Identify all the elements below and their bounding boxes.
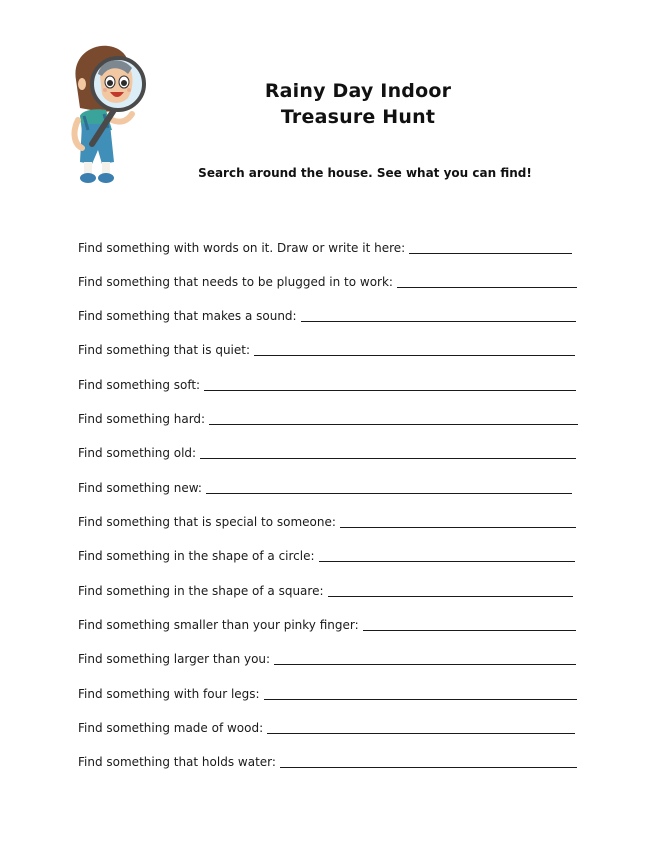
answer-blank[interactable] — [274, 650, 576, 665]
hunt-item — [78, 647, 576, 667]
answer-blank[interactable] — [280, 753, 577, 768]
hunt-item — [78, 476, 572, 496]
hunt-item — [78, 407, 578, 427]
title-line-1: Rainy Day Indoor — [264, 80, 452, 102]
hunt-item — [78, 579, 573, 599]
answer-blank[interactable] — [200, 444, 576, 459]
answer-blank[interactable] — [363, 616, 576, 631]
hunt-item — [78, 373, 576, 393]
hunt-item-label: Find something that is special to someone: — [78, 515, 336, 529]
hunt-item — [78, 304, 576, 324]
answer-blank[interactable] — [254, 341, 575, 356]
answer-blank[interactable] — [264, 685, 577, 700]
girl-with-magnifying-glass-icon — [62, 40, 157, 188]
answer-blank[interactable] — [340, 513, 576, 528]
answer-blank[interactable] — [397, 273, 577, 288]
hunt-item — [78, 270, 577, 290]
answer-blank[interactable] — [301, 307, 576, 322]
hunt-item-label: Find something that holds water: — [78, 755, 276, 769]
instructions: Search around the house. See what you can find! — [198, 166, 532, 180]
hunt-item — [78, 338, 575, 358]
answer-blank[interactable] — [319, 547, 575, 562]
hunt-item — [78, 236, 572, 256]
hunt-item-label: Find something with four legs: — [78, 687, 260, 701]
hunt-item — [78, 750, 577, 770]
hunt-item-label: Find something soft: — [78, 378, 201, 392]
hunt-item-label: Find something in the shape of a square: — [78, 584, 324, 598]
hunt-item — [78, 682, 577, 702]
hunt-item — [78, 716, 575, 736]
hunt-item-label: Find something hard: — [78, 412, 206, 426]
hunt-item-label: Find something larger than you: — [78, 652, 271, 666]
answer-blank[interactable] — [267, 719, 575, 734]
hunt-item-label: Find something made of wood: — [78, 721, 264, 735]
hunt-item — [78, 510, 576, 530]
hunt-item-label: Find something that makes a sound: — [78, 309, 297, 323]
answer-blank[interactable] — [209, 410, 578, 425]
hunt-item-label: Find something smaller than your pinky finger: — [78, 618, 359, 632]
hunt-item-label: Find something that is quiet: — [78, 343, 251, 357]
hunt-item-label: Find something old: — [78, 446, 197, 460]
hunt-item — [78, 544, 575, 564]
hunt-item-label: Find something new: — [78, 481, 202, 495]
hunt-item-label: Find something in the shape of a circle: — [78, 549, 315, 563]
hunt-item-label: Find something that needs to be plugged in to work: — [78, 275, 393, 289]
hunt-item — [78, 441, 576, 461]
answer-blank[interactable] — [409, 239, 572, 254]
title-line-2: Treasure Hunt — [280, 106, 436, 128]
answer-blank[interactable] — [328, 582, 573, 597]
answer-blank[interactable] — [206, 479, 572, 494]
hunt-item — [78, 613, 576, 633]
page-title — [200, 78, 516, 130]
hunt-item-label: Find something with words on it. Draw or write it here: — [78, 241, 406, 255]
answer-blank[interactable] — [204, 376, 576, 391]
